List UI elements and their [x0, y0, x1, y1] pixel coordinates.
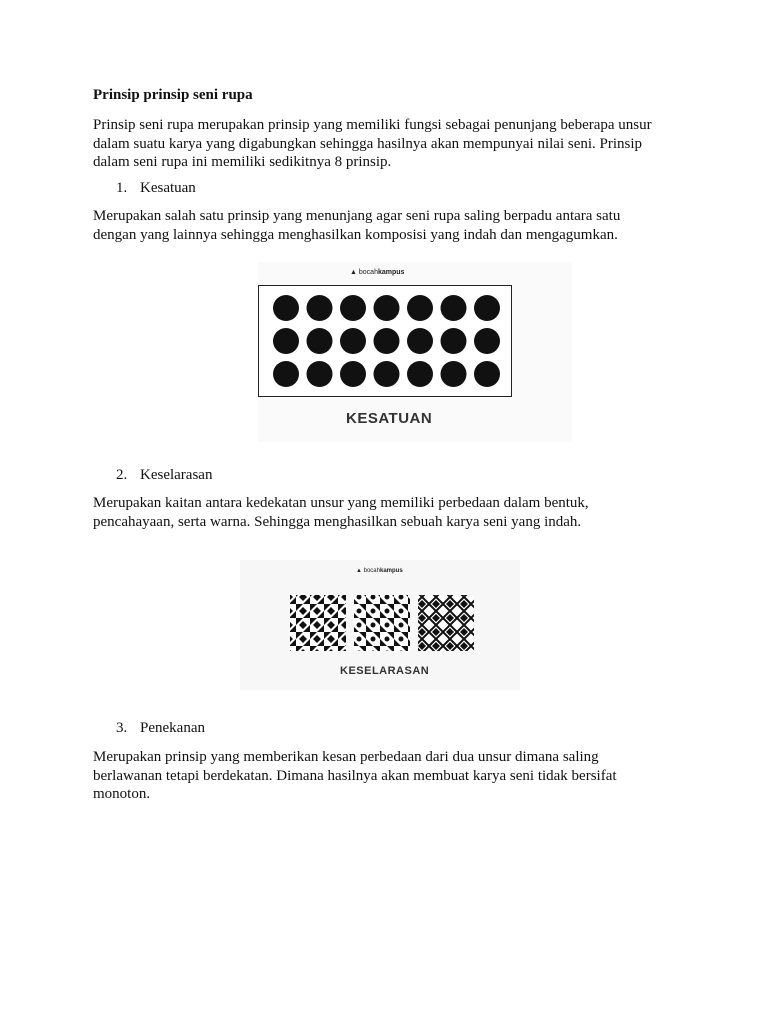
dot [340, 328, 366, 354]
penekanan-paragraph [93, 748, 683, 804]
dot [374, 295, 400, 321]
kesatuan-line: dengan yang lainnya sehingga menghasilkan komposisi yang indah dan mengagumkan. [93, 226, 618, 243]
keselarasan-caption: KESELARASAN [340, 665, 430, 677]
dot [407, 328, 433, 354]
dot [441, 361, 467, 387]
dot [374, 361, 400, 387]
logo-light-text: bocah [358, 269, 378, 276]
dot [441, 328, 467, 354]
dot [374, 328, 400, 354]
dot-grid [259, 286, 511, 396]
pattern-block-3 [418, 595, 474, 651]
bocahkampus-logo [350, 269, 404, 276]
dot-grid-frame [258, 285, 512, 397]
kesatuan-figure [258, 262, 572, 442]
list-item-kesatuan: Kesatuan [140, 180, 196, 196]
intro-line: dalam seni rupa ini memiliki sedikitnya 8 prinsip. [93, 154, 392, 170]
kesatuan-paragraph [93, 207, 683, 244]
logo-bold-text: kampus [379, 568, 403, 574]
intro-line: dalam suatu karya yang digabungkan sehingga hasilnya akan mempunyai nilai seni. Prinsip [93, 135, 643, 152]
keselarasan-line: pencahayaan, serta warna. Sehingga menghasilkan sebuah karya seni yang indah. [93, 513, 582, 530]
dot [273, 295, 299, 321]
page-title: Prinsip prinsip seni rupa [93, 87, 253, 103]
list-number-2: 2. [116, 467, 128, 483]
graduation-cap-icon: ▲ [356, 568, 362, 574]
dot [307, 328, 333, 354]
dot [273, 361, 299, 387]
dot [407, 361, 433, 387]
kesatuan-line: Merupakan salah satu prinsip yang menunjang agar seni rupa saling berpadu antara satu [93, 208, 621, 224]
logo-light-text: bocah [363, 568, 380, 574]
list-item-penekanan: Penekanan [140, 720, 205, 736]
graduation-cap-icon: ▲ [350, 269, 357, 276]
pattern-block-1 [290, 595, 346, 651]
dot [441, 295, 467, 321]
dot [474, 361, 500, 387]
dot [307, 361, 333, 387]
pattern-tiles [240, 590, 520, 670]
intro-line: Prinsip seni rupa merupakan prinsip yang memiliki fungsi sebagai penunjang beberapa unsur [93, 117, 652, 133]
keselarasan-paragraph [93, 494, 683, 531]
dot [340, 361, 366, 387]
dot [273, 328, 299, 354]
keselarasan-line: Merupakan kaitan antara kedekatan unsur yang memiliki perbedaan dalam bentuk, [93, 495, 589, 511]
list-item-keselarasan: Keselarasan [140, 467, 213, 483]
kesatuan-caption: KESATUAN [346, 410, 433, 427]
keselarasan-figure [240, 560, 520, 690]
pattern-block-2 [354, 595, 410, 651]
list-number-1: 1. [116, 180, 128, 196]
penekanan-line: Merupakan prinsip yang memberikan kesan perbedaan dari dua unsur dimana saling [93, 749, 599, 765]
dot [340, 295, 366, 321]
bocahkampus-logo [356, 568, 403, 574]
list-number-3: 3. [116, 720, 128, 736]
dot [474, 328, 500, 354]
dot [307, 295, 333, 321]
intro-paragraph [93, 116, 683, 172]
penekanan-line: monoton. [93, 786, 151, 802]
dot [407, 295, 433, 321]
logo-bold-text: kampus [377, 269, 405, 276]
penekanan-line: berlawanan tetapi berdekatan. Dimana hasilnya akan membuat karya seni tidak bersifat [93, 767, 617, 784]
dot [474, 295, 500, 321]
